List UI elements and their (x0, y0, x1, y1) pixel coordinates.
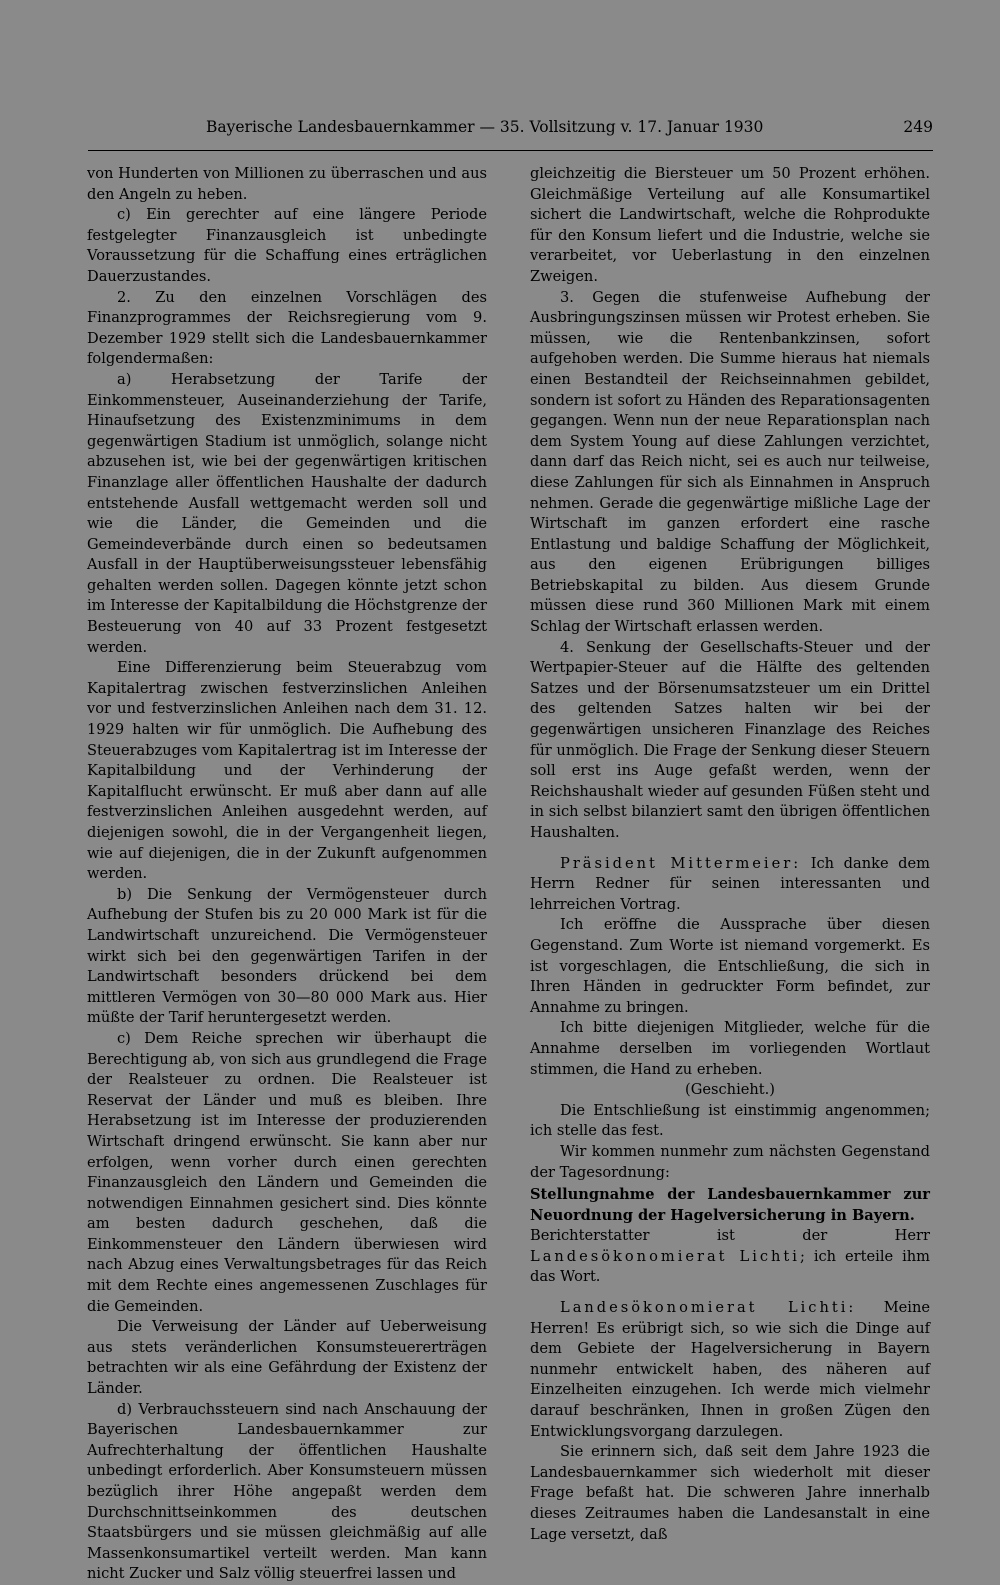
header-rule (88, 150, 933, 151)
paragraph (530, 1226, 930, 1288)
paragraph: c) Ein gerechter auf eine längere Periode festgelegter Finanzausgleich ist unbedingte Voraussetzung für die Schaffung eines erträglichen Dauerzustandes. (87, 206, 487, 285)
running-head: Bayerische Landesbauernkammer — 35. Vollsitzung v. 17. Januar 1930 (206, 118, 764, 136)
paragraph: Ich eröffne die Aussprache über diesen Gegenstand. Zum Worte ist niemand vorgemerkt. Es ist vorgeschlagen, die Entschließung, die sich in Ihren Händen in gedruckter Form befindet, zur Annahme zu bringen. (530, 916, 930, 1016)
reporter-text: Berichterstatter ist der Herr (530, 1227, 930, 1245)
right-column (530, 164, 930, 1545)
speaker-paragraph (530, 1298, 930, 1442)
paragraph: a) Herabsetzung der Tarife der Einkommensteuer, Auseinanderziehung der Tarife, Hinaufsetzung des Existenzminimums in dem gegenwärtigen Stadium ist unmöglich, solange nicht abzusehen ist, wie bei der gegenwärtigen kritischen Finanzlage aller öffentlichen Haushalte der dadurch entstehende Ausfall wettgemacht werden soll und wie die Länder, die Gemeinden und die Gemeindeverbände durch einen so bedeutsamen Ausfall in der Hauptüberweisungssteuer lebensfähig gehalten werden sollen. Dagegen könnte jetzt schon im Interesse der Kapitalbildung die Höchstgrenze der Besteuerung von 40 auf 33 Prozent festgesetzt werden. (87, 370, 487, 656)
paragraph: b) Die Senkung der Vermögensteuer durch Aufhebung der Stufen bis zu 20 000 Mark ist für die Landwirtschaft unzureichend. Die Vermögensteuer wirkt sich bei den gegenwärtigen Tarifen in der Landwirtschaft besonders drückend bei dem mittleren Vermögen von 30—80 000 Mark aus. Hier müßte der Tarif heruntergesetzt werden. (87, 885, 487, 1027)
paragraph: Wir kommen nunmehr zum nächsten Gegenstand der Tagesordnung: (530, 1142, 930, 1181)
paragraph: Sie erinnern sich, daß seit dem Jahre 1923 die Landesbauernkammer sich wiederholt mit dieser Frage befaßt hat. Die schweren Jahre innerhalb dieses Zeitraumes haben die Landesanstalt in eine Lage versetzt, daß (530, 1443, 930, 1543)
left-column (87, 164, 487, 1585)
paragraph: c) Dem Reiche sprechen wir überhaupt die Berechtigung ab, von sich aus grundlegend die Frage der Realsteuer zu ordnen. Die Realsteuer ist Reservat der Länder und muß es bleiben. Ihre Herabsetzung ist im Interesse der produzierenden Wirtschaft dringend erwünscht. Sie kann aber nur erfolgen, wenn vorher durch einen gerechten Finanzausgleich den Ländern und Gemeinden die notwendigen Einnahmen gesichert sind. Dies könnte am besten dadurch geschehen, daß die Einkommensteuer den Ländern überwiesen wird nach Abzug eines Verwaltungsbetrages für das Reich mit dem Rechte eines angemessenen Zuschlages für die Gemeinden. (87, 1029, 487, 1315)
page-header (88, 118, 933, 142)
paragraph: Eine Differenzierung beim Steuerabzug vom Kapitalertrag zwischen festverzinslichen Anleihen vor und festverzinslichen Anleihen nach dem 31. 12. 1929 halten wir für unmöglich. Die Aufhebung des Steuerabzuges vom Kapitalertrag ist im Interesse der Kapitalbildung und der Verhinderung der Kapitalflucht erwünscht. Er muß aber dann auf alle festverzinslichen Anleihen ausgedehnt werden, auf diejenigen sowohl, die in der Vergangenheit liegen, wie auf diejenigen, die in der Zukunft aufgenommen werden. (87, 659, 487, 883)
stage-direction: (Geschieht.) (685, 1081, 775, 1099)
paragraph: Ich bitte diejenigen Mitglieder, welche für die Annahme derselben im vorliegenden Wortlaut stimmen, die Hand zu erheben. (530, 1019, 930, 1078)
speech-text: Ich danke dem Herrn Redner für seinen interessanten und lehrreichen Vortrag. (530, 854, 930, 913)
paragraph: Die Entschließung ist einstimmig angenommen; ich stelle das fest. (530, 1101, 930, 1140)
paragraph: 4. Senkung der Gesellschafts-Steuer und der Wertpapier-Steuer auf die Hälfte des geltenden Satzes und der Börsenumsatzsteuer um ein Drittel des geltenden Satzes halten wir bei der gegenwärtigen unsicheren Finanzlage des Reiches für unmöglich. Die Frage der Senkung dieser Steuern soll erst ins Auge gefaßt werden, wenn der Reichshaushalt wieder auf gesunden Füßen steht und in sich selbst bilanziert samt den übrigen öffentlichen Haushalten. (530, 638, 930, 841)
speech-text: Meine Herren! Es erübrigt sich, so wie sich die Dinge auf dem Gebiete der Hagelversicherung in Bayern nunmehr entwickelt haben, des näheren auf Einzelheiten einzugehen. Ich werde mich vielmehr darauf beschränken, Ihnen in großen Zügen den Entwicklungsvorgang darzulegen. (530, 1299, 931, 1440)
paragraph: gleichzeitig die Biersteuer um 50 Prozent erhöhen. Gleichmäßige Verteilung auf alle Konsumartikel sichert die Landwirtschaft, welche die Rohprodukte für den Konsum liefert und die Industrie, welche sie verarbeitet, vor Ueberlastung in den einzelnen Zweigen. (530, 165, 930, 285)
paragraph: d) Verbrauchssteuern sind nach Anschauung der Bayerischen Landesbauernkammer zur Aufrechterhaltung der öffentlichen Haushalte unbedingt erforderlich. Aber Konsumsteuern müssen bezüglich ihrer Höhe angepaßt werden dem Durchschnittseinkommen des deutschen Staatsbürgers und sie müssen gleichmäßig auf alle Massenkonsumartikel verteilt werden. Man kann nicht Zucker und Salz völlig steuerfrei lassen und (87, 1400, 487, 1583)
paragraph: 3. Gegen die stufenweise Aufhebung der Ausbringungszinsen müssen wir Protest erheben. Sie müssen, wie die Rentenbankzinsen, sofort aufgehoben werden. Die Summe hieraus hat niemals einen Bestandteil der Reichseinnahmen gebildet, sondern ist sofort zu Händen des Reparationsagenten gegangen. Wenn nun der neue Reparationsplan nach dem System Young auf diese Zahlungen verzichtet, dann darf das Reich nicht, sei es auch nur teilweise, diese Zahlungen für sich als Einnahmen in Anspruch nehmen. Gerade die gegenwärtige mißliche Lage der Wirtschaft im ganzen erfordert eine rasche Entlastung und baldige Schaffung der Möglichkeit, aus den eigenen Erübrigungen billiges Betriebskapital zu bilden. Aus diesem Grunde müssen diese rund 360 Millionen Mark mit einem Schlag der Wirtschaft erlassen werden. (530, 288, 930, 636)
paragraph: von Hunderten von Millionen zu überraschen und aus den Angeln zu heben. (87, 165, 487, 203)
reporter-text-end: ; ich erteile ihm das Wort. (530, 1247, 930, 1286)
reporter-name: Landesökonomierat Lichti (530, 1247, 800, 1265)
paragraph: Die Verweisung der Länder auf Ueberweisung aus stets veränderlichen Konsumsteuererträgen betrachten wir als eine Gefährdung der Existenz der Länder. (87, 1318, 487, 1398)
speaker-paragraph (530, 854, 930, 916)
speaker-name: Landesökonomierat Lichti: (560, 1299, 857, 1317)
page-number: 249 (903, 118, 933, 136)
paragraph: 2. Zu den einzelnen Vorschlägen des Finanzprogrammes der Reichsregierung vom 9. Dezember 1929 stellt sich die Landesbauernkammer folgendermaßen: (87, 288, 487, 368)
speaker-name: Präsident Mittermeier: (560, 854, 802, 872)
agenda-heading: Stellungnahme der Landesbauernkammer zur Neuordnung der Hagelversicherung in Bayern. (530, 1186, 930, 1224)
